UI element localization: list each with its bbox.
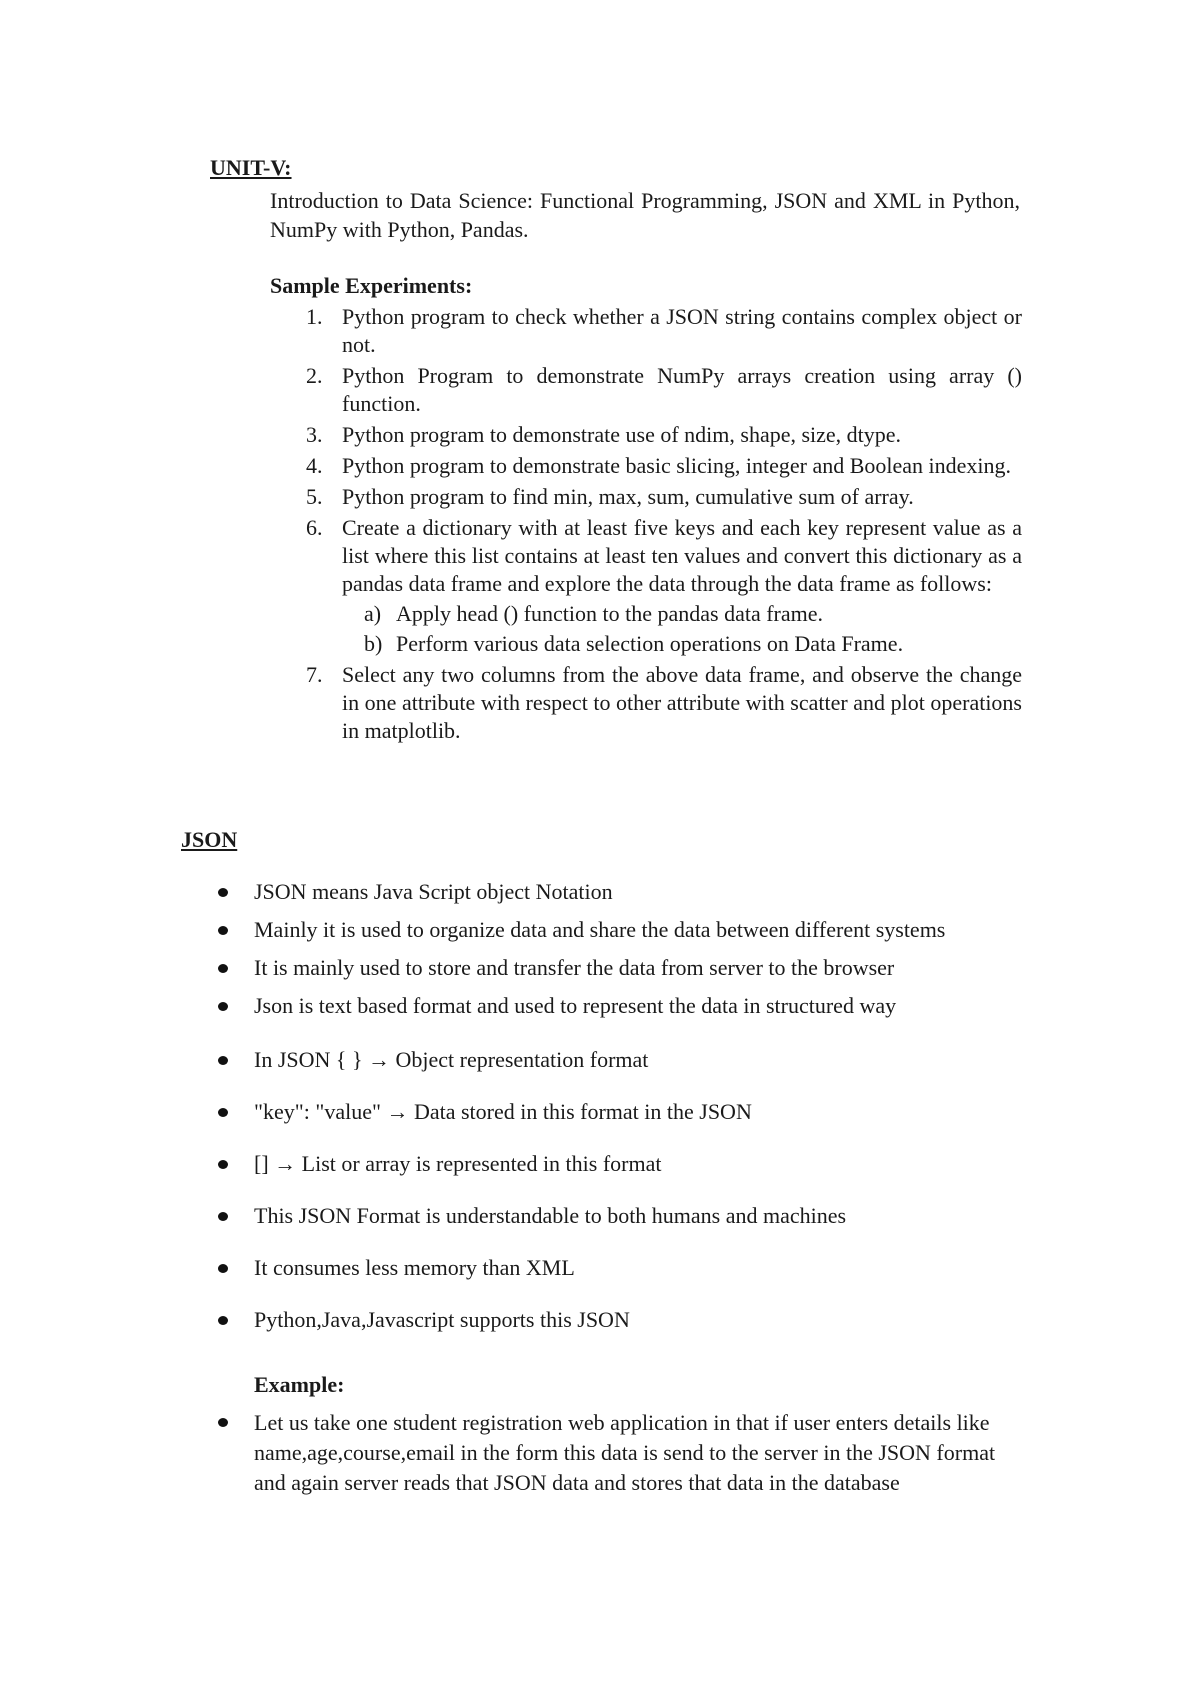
experiment-number: 5.	[306, 484, 323, 509]
experiment-number: 7.	[306, 662, 323, 687]
bullet-icon	[218, 964, 228, 973]
bullet-text: It consumes less memory than XML	[254, 1255, 575, 1280]
bullet-text: JSON means Java Script object Notation	[254, 879, 613, 904]
experiment-number: 2.	[306, 363, 323, 388]
bullet-icon	[218, 1316, 228, 1325]
experiment-item	[300, 452, 1022, 480]
bullet-icon	[218, 1108, 228, 1117]
experiment-text: Create a dictionary with at least five keys and each key represent value as a list where this list contains at least ten values and convert this dictionary as a pandas data frame and explore the data through the data frame as follows:	[342, 515, 1022, 596]
bullet-text: "key": "value" → Data stored in this format in the JSON	[254, 1099, 752, 1124]
unit-intro: Introduction to Data Science: Functional Programming, JSON and XML in Python, NumPy with Python, Pandas.	[270, 188, 1020, 242]
bullet-icon	[218, 1418, 228, 1427]
experiment-number: 1.	[306, 304, 323, 329]
bullet-text: [] → List or array is represented in this format	[254, 1151, 662, 1176]
bullet-text: It is mainly used to store and transfer the data from server to the browser	[254, 955, 895, 980]
experiment-item	[300, 483, 1022, 511]
experiment-sub-list	[342, 600, 1022, 658]
sub-item-text: Perform various data selection operations on Data Frame.	[396, 631, 904, 656]
bullet-icon	[218, 1212, 228, 1221]
bullet-text: Json is text based format and used to represent the data in structured way	[254, 993, 897, 1018]
experiment-item	[300, 303, 1022, 359]
sub-item-letter: a)	[364, 601, 382, 626]
sample-experiments-heading: Sample Experiments:	[270, 273, 473, 298]
bullet-text: In JSON { } → Object representation format	[254, 1047, 649, 1072]
sub-item	[342, 630, 1022, 658]
experiment-item	[300, 514, 1022, 658]
bullet-icon	[218, 1160, 228, 1169]
bullet-icon	[218, 1002, 228, 1011]
experiment-text: Python Program to demonstrate NumPy arrays creation using array () function.	[342, 363, 1022, 416]
experiment-item	[300, 362, 1022, 418]
experiment-number: 6.	[306, 515, 323, 540]
sub-item	[342, 600, 1022, 628]
experiment-number: 3.	[306, 422, 323, 447]
experiment-text: Python program to demonstrate use of ndim, shape, size, dtype.	[342, 422, 902, 447]
bullet-text: This JSON Format is understandable to both humans and machines	[254, 1203, 847, 1228]
example-heading: Example:	[254, 1372, 345, 1397]
bullet-icon	[218, 888, 228, 897]
bullet-text: Mainly it is used to organize data and share the data between different systems	[254, 917, 946, 942]
experiment-text: Python program to find min, max, sum, cumulative sum of array.	[342, 484, 914, 509]
experiment-item	[300, 421, 1022, 449]
experiment-list	[300, 303, 1022, 748]
bullet-icon	[218, 1264, 228, 1273]
unit-heading: UNIT-V:	[210, 155, 292, 180]
bullet-icon	[218, 1056, 228, 1065]
sub-item-letter: b)	[364, 631, 383, 656]
experiment-text: Select any two columns from the above data frame, and observe the change in one attribute with respect to other attribute with scatter and plot operations in matplotlib.	[342, 662, 1022, 743]
experiment-number: 4.	[306, 453, 323, 478]
experiment-text: Python program to check whether a JSON string contains complex object or not.	[342, 304, 1022, 357]
example-text: Let us take one student registration web application in that if user enters details like name,age,course,email in the form this data is send to the server in the JSON format and again server reads that JSON data and stores that data in the database	[254, 1410, 996, 1495]
json-heading: JSON	[181, 827, 238, 852]
bullet-icon	[218, 926, 228, 935]
experiment-item	[300, 661, 1022, 745]
experiment-text: Python program to demonstrate basic slicing, integer and Boolean indexing.	[342, 453, 1012, 478]
sub-item-text: Apply head () function to the pandas data frame.	[396, 601, 824, 626]
bullet-text: Python,Java,Javascript supports this JSON	[254, 1307, 630, 1332]
